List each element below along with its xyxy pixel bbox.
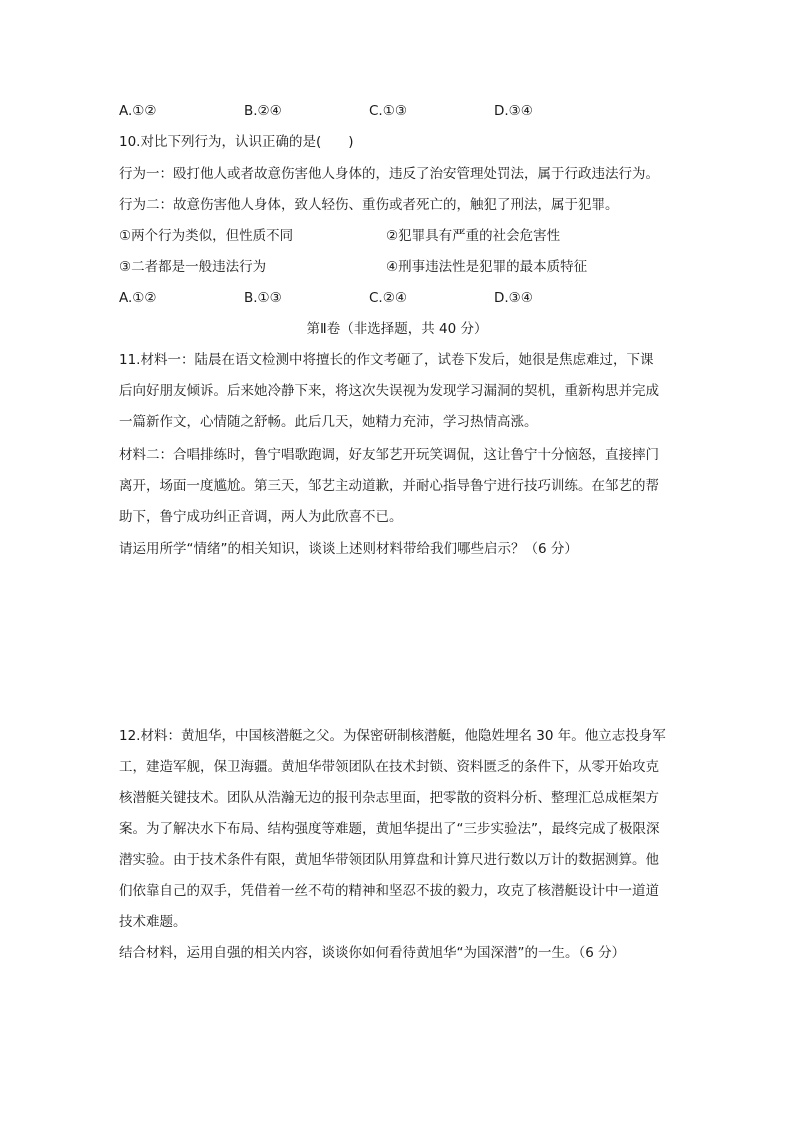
q11-line-3: 一篇新作文，心情随之舒畅。此后几天，她精力充沛，学习热情高涨。	[119, 414, 538, 430]
q12-line-5: 潜实验。由于技术条件有限，黄旭华带领团队用算盘和计算尺进行数以万计的数据测算。他	[119, 852, 659, 868]
q10-statement-1: ①两个行为类似，但性质不同	[119, 228, 294, 244]
q10-option-d: D.③④	[494, 290, 533, 306]
q12-question: 结合材料，运用自强的相关内容，谈谈你如何看待黄旭华“为国深潜”的一生。（6 分）	[119, 945, 626, 961]
q12-line-6: 们依靠自己的双手，凭借着一丝不苟的精神和坚忍不拔的毅力，攻克了核潜艇设计中一道道	[119, 883, 659, 899]
q10-statement-2: ②犯罪具有严重的社会危害性	[386, 228, 561, 244]
q10-behavior-2: 行为二：故意伤害他人身体，致人轻伤、重伤或者死亡的，触犯了刑法，属于犯罪。	[119, 197, 619, 213]
q10-statement-4: ④刑事违法性是犯罪的最本质特征	[386, 259, 588, 275]
q12-line-1: 12.材料：黄旭华，中国核潜艇之父。为保密研制核潜艇，他隐姓埋名 30 年。他立志投身军	[119, 728, 666, 744]
q12-line-2: 工，建造军舰，保卫海疆。黄旭华带领团队在技术封锁、资料匮乏的条件下，从零开始攻克	[119, 759, 659, 775]
q10-option-a: A.①②	[119, 290, 157, 306]
q10-behavior-1: 行为一：殴打他人或者故意伤害他人身体的，违反了治安管理处罚法，属于行政违法行为。	[119, 166, 659, 182]
q9-option-a: A.①②	[119, 103, 157, 119]
q11-line-4: 材料二：合唱排练时，鲁宁唱歌跑调，好友邹艺开玩笑调侃，这让鲁宁十分恼怒，直接摔门	[119, 447, 659, 463]
q12-line-3: 核潜艇关键技术。团队从浩瀚无边的报刊杂志里面，把零散的资料分析、整理汇总成框架方	[119, 790, 659, 806]
q11-line-2: 后向好朋友倾诉。后来她冷静下来，将这次失误视为发现学习漏洞的契机，重新构思并完成	[119, 383, 659, 399]
q11-line-1: 11.材料一：陆晨在语文检测中将擅长的作文考砸了，试卷下发后，她很是焦虑难过，下课	[119, 352, 654, 368]
q12-line-7: 技术难题。	[119, 914, 187, 930]
q9-option-d: D.③④	[494, 103, 533, 119]
q10-statement-3: ③二者都是一般违法行为	[119, 259, 267, 275]
q9-option-b: B.②④	[244, 103, 282, 119]
q10-stem: 10.对比下列行为，认识正确的是( )	[119, 134, 354, 150]
section-2-title: 第Ⅱ卷（非选择题，共 40 分）	[306, 321, 488, 337]
q9-option-c: C.①③	[369, 103, 407, 119]
q12-line-4: 案。为了解决水下布局、结构强度等难题，黄旭华提出了“三步实验法”，最终完成了极限深	[119, 821, 660, 837]
q10-option-c: C.②④	[369, 290, 407, 306]
q10-option-b: B.①③	[244, 290, 282, 306]
q11-line-6: 助下，鲁宁成功纠正音调，两人为此欣喜不已。	[119, 509, 403, 525]
q11-line-5: 离开，场面一度尴尬。第三天，邹艺主动道歉，并耐心指导鲁宁进行技巧训练。在邹艺的帮	[119, 478, 659, 494]
q11-question: 请运用所学“情绪”的相关知识，谈谈上述则材料带给我们哪些启示？（6 分）	[119, 541, 578, 557]
